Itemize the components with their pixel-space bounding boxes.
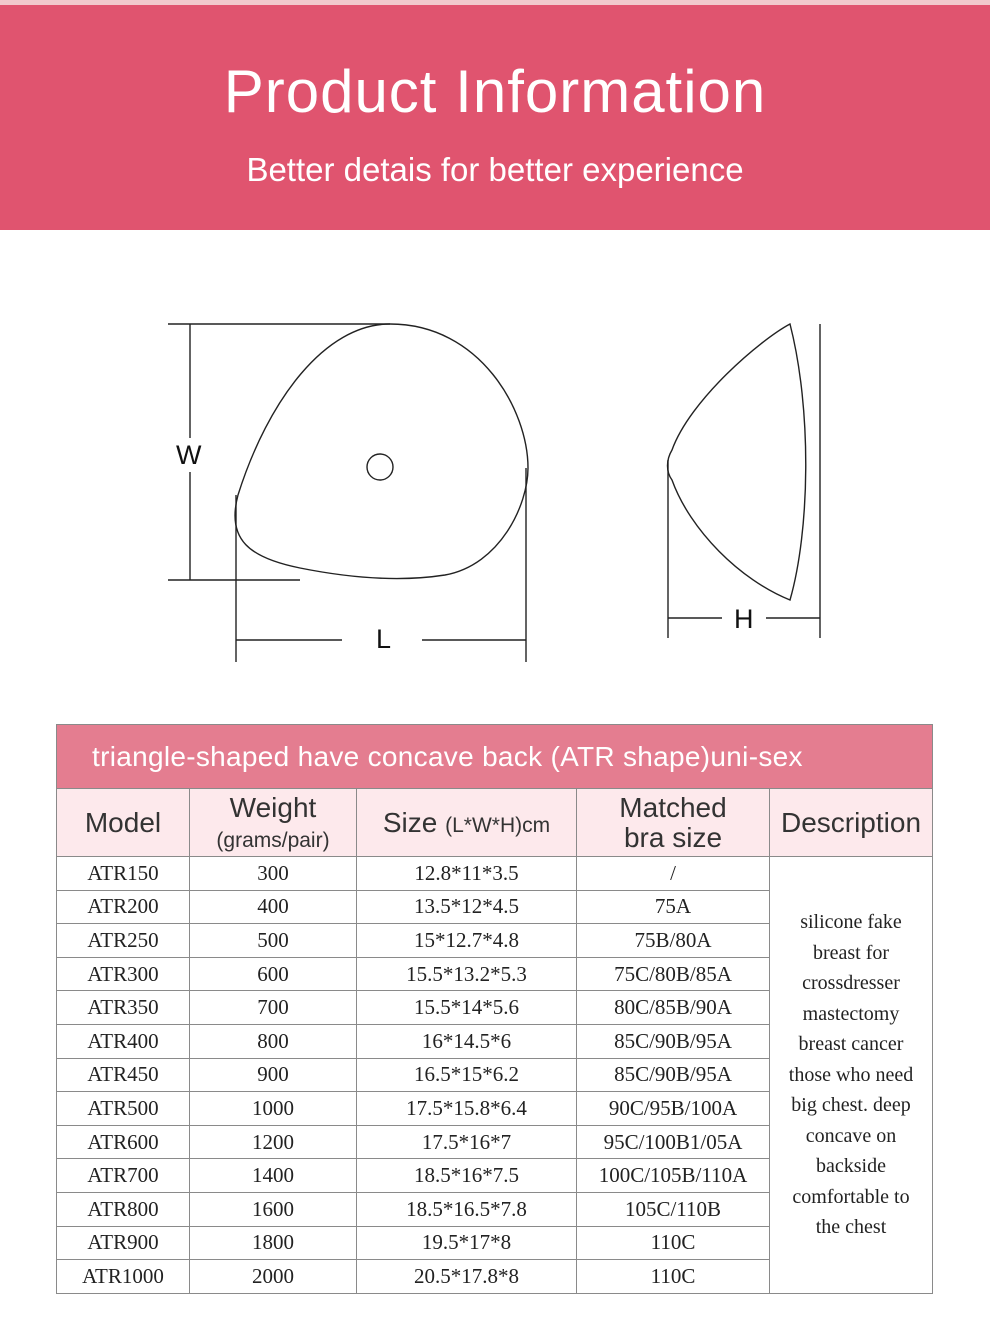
description-cell	[770, 857, 933, 1294]
weight-cell: 1800	[190, 1226, 357, 1260]
table-body	[57, 857, 933, 1294]
size-cell: 19.5*17*8	[357, 1226, 577, 1260]
description-line: comfortable to	[792, 1185, 910, 1208]
description-line: backside	[816, 1155, 886, 1178]
description-line: breast for	[812, 941, 890, 964]
header-size-unit: (L*W*H)cm	[445, 813, 551, 837]
page-subtitle: Better detais for better experience	[246, 151, 744, 188]
weight-cell: 2000	[190, 1260, 357, 1294]
description-line: breast cancer	[798, 1033, 904, 1056]
bra-size-cell: 100C/105B/110A	[577, 1159, 770, 1193]
size-cell: 15.5*13.2*5.3	[357, 957, 577, 991]
size-cell: 17.5*15.8*6.4	[357, 1092, 577, 1126]
size-cell: 18.5*16.5*7.8	[357, 1192, 577, 1226]
length-label: L	[376, 624, 392, 654]
description-line: concave on	[805, 1124, 897, 1147]
spec-table	[56, 724, 933, 1294]
bra-size-cell: 75A	[577, 890, 770, 924]
bra-size-cell: 110C	[577, 1260, 770, 1294]
size-cell: 13.5*12*4.5	[357, 890, 577, 924]
model-cell: ATR450	[57, 1058, 190, 1092]
model-cell: ATR250	[57, 924, 190, 958]
header-weight-unit: (grams/pair)	[216, 828, 330, 852]
bra-size-cell: 75B/80A	[577, 924, 770, 958]
side-view-outline	[668, 324, 806, 600]
bra-size-cell: 75C/80B/85A	[577, 957, 770, 991]
description-line: mastectomy	[802, 1002, 900, 1025]
header-bra-size: Matched bra size	[577, 789, 770, 857]
model-cell: ATR700	[57, 1159, 190, 1193]
description-line: big chest. deep	[791, 1094, 911, 1117]
header-model: Model	[57, 789, 190, 857]
bra-size-cell: 80C/85B/90A	[577, 991, 770, 1025]
model-cell: ATR150	[57, 857, 190, 891]
size-cell: 16*14.5*6	[357, 1024, 577, 1058]
weight-cell: 400	[190, 890, 357, 924]
header-banner	[0, 5, 990, 230]
weight-cell: 700	[190, 991, 357, 1025]
table-caption: triangle-shaped have concave back (ATR shape)uni-sex	[57, 725, 933, 789]
weight-cell: 900	[190, 1058, 357, 1092]
weight-cell: 1000	[190, 1092, 357, 1126]
weight-cell: 500	[190, 924, 357, 958]
size-cell: 18.5*16*7.5	[357, 1159, 577, 1193]
height-label: H	[734, 604, 754, 634]
header-size: Size (L*W*H)cm	[357, 789, 577, 857]
weight-cell: 1400	[190, 1159, 357, 1193]
bra-size-cell: 95C/100B1/05A	[577, 1125, 770, 1159]
model-cell: ATR350	[57, 991, 190, 1025]
size-cell: 20.5*17.8*8	[357, 1260, 577, 1294]
size-cell: 12.8*11*3.5	[357, 857, 577, 891]
size-cell: 15.5*14*5.6	[357, 991, 577, 1025]
model-cell: ATR300	[57, 957, 190, 991]
model-cell: ATR800	[57, 1192, 190, 1226]
bra-size-cell: 90C/95B/100A	[577, 1092, 770, 1126]
header-weight: Weight (grams/pair)	[190, 789, 357, 857]
dimension-diagram-svg	[0, 300, 990, 680]
front-view-outline	[235, 324, 528, 579]
header-description: Description	[770, 789, 933, 857]
description-line: the chest	[815, 1216, 887, 1239]
page-title: Product Information	[223, 58, 767, 125]
weight-cell: 800	[190, 1024, 357, 1058]
dimension-diagram	[0, 300, 990, 680]
size-cell: 17.5*16*7	[357, 1125, 577, 1159]
bra-size-cell: 110C	[577, 1226, 770, 1260]
bra-size-cell: /	[577, 857, 770, 891]
model-cell: ATR1000	[57, 1260, 190, 1294]
bra-size-cell: 85C/90B/95A	[577, 1024, 770, 1058]
model-cell: ATR900	[57, 1226, 190, 1260]
description-line: crossdresser	[802, 972, 900, 995]
model-cell: ATR500	[57, 1092, 190, 1126]
model-cell: ATR600	[57, 1125, 190, 1159]
model-cell: ATR200	[57, 890, 190, 924]
width-label: W	[176, 440, 202, 470]
table-row	[57, 857, 933, 891]
description-line: those who need	[788, 1063, 914, 1086]
size-cell: 16.5*15*6.2	[357, 1058, 577, 1092]
description-line: silicone fake	[800, 911, 902, 934]
nipple-circle	[367, 454, 393, 480]
weight-cell: 600	[190, 957, 357, 991]
weight-cell: 300	[190, 857, 357, 891]
bra-size-cell: 85C/90B/95A	[577, 1058, 770, 1092]
size-cell: 15*12.7*4.8	[357, 924, 577, 958]
bra-size-cell: 105C/110B	[577, 1192, 770, 1226]
model-cell: ATR400	[57, 1024, 190, 1058]
weight-cell: 1200	[190, 1125, 357, 1159]
weight-cell: 1600	[190, 1192, 357, 1226]
